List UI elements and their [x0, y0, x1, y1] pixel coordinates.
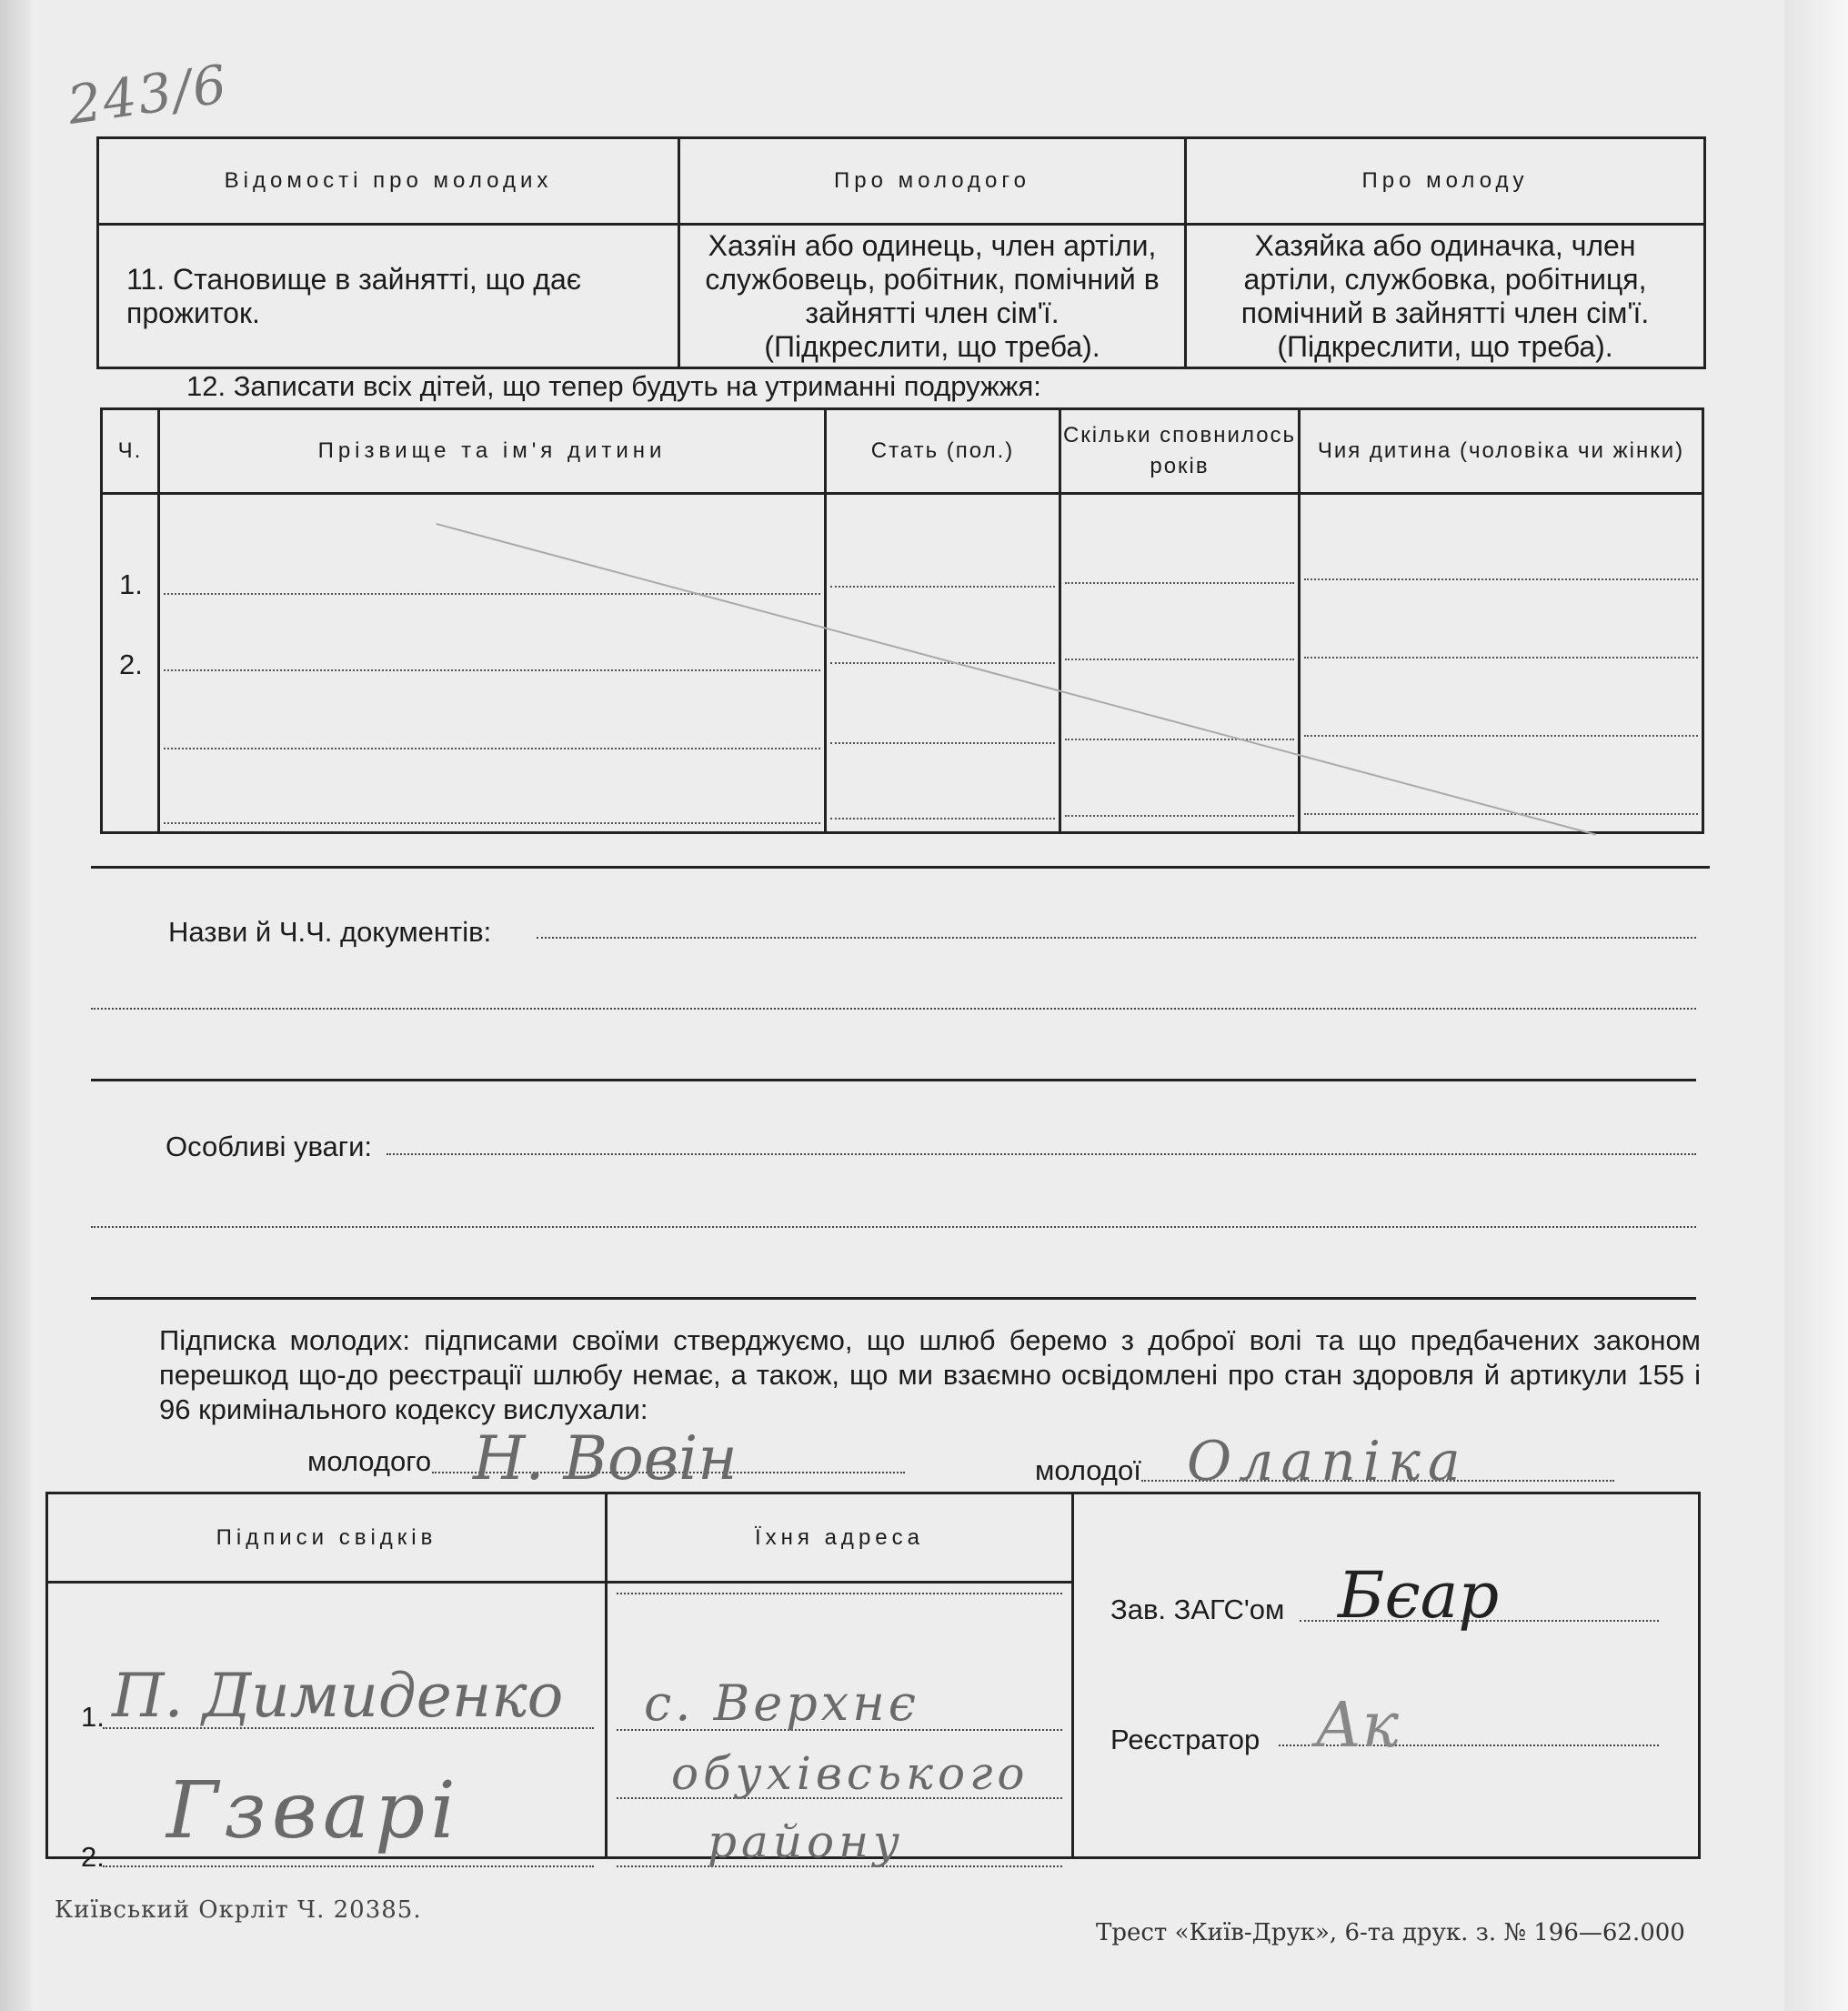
- address-line-1: с. Верхнє: [644, 1674, 920, 1732]
- witness-signatures-cell: [47, 1583, 607, 1873]
- sex-cell: [826, 494, 1060, 833]
- number-cell: [102, 494, 159, 833]
- documents-label: Назви й Ч.Ч. документів:: [168, 916, 492, 948]
- declaration: [159, 1323, 1701, 1427]
- documents-line-2[interactable]: [91, 1008, 1696, 1010]
- age-cell: [1060, 494, 1300, 833]
- marital-info-table: [96, 136, 1706, 369]
- col-number: Ч.: [102, 409, 159, 494]
- child-name-cell: [159, 494, 826, 833]
- whose-cell: [1300, 494, 1703, 833]
- groom-signature: Н. Вовін: [473, 1423, 738, 1493]
- groom-label: молодого: [307, 1445, 432, 1477]
- row-number-2: 2.: [119, 649, 143, 680]
- torn-edge: [1784, 0, 1848, 2011]
- declaration-text: підписами своїми стверджуємо, що шлюб беремо з доброї волі та що предбачених законом перешкод що-до реєстрації шлюбу немає, а також, що ми взаємно освідомлені про стан здоровля й артикули 155 і 96 кримінального кодексу вислухали:: [159, 1324, 1701, 1425]
- table-bottom-rule: [91, 866, 1710, 869]
- header-info: Відомості про молодих: [98, 138, 679, 225]
- declaration-label: Підписка молодих:: [159, 1324, 411, 1356]
- witness-addresses-cell: [607, 1583, 1073, 1868]
- witnesses-table: [45, 1492, 1701, 1873]
- header-witness-signatures: Підписи свідків: [47, 1493, 607, 1583]
- col-sex: Стать (пол.): [826, 409, 1060, 494]
- documents-line-1[interactable]: [537, 937, 1696, 939]
- address-line-3: району: [708, 1815, 905, 1868]
- header-groom: Про молодого: [679, 138, 1186, 225]
- header-bride: Про молоду: [1186, 138, 1705, 225]
- head-signature: Бєар: [1338, 1558, 1500, 1633]
- col-child-name: Прізвище та ім'я дитини: [159, 409, 826, 494]
- documents-rule: [91, 1079, 1696, 1081]
- col-whose-child: Чия дитина (чоловіка чи жінки): [1300, 409, 1703, 494]
- witness-2-line[interactable]: [103, 1865, 594, 1867]
- witness-row-2: 2.: [81, 1841, 105, 1873]
- col-age: Скільки сповнилось років: [1060, 409, 1300, 494]
- notes-rule: [91, 1297, 1696, 1300]
- row11-bride-note: (Підкреслити, що треба).: [1277, 329, 1613, 363]
- witness-1-signature: П. Димиденко: [112, 1661, 564, 1731]
- children-table: [100, 407, 1704, 834]
- row11-groom-options: Хазяїн або одинець, член артіли, службовець, робітник, помічний в зайнятті член сім'ї.: [705, 228, 1160, 329]
- registrar-label: Реєстратор: [1110, 1724, 1260, 1755]
- archive-number: 243/6: [64, 53, 233, 136]
- row11-label: 11. Становище в зайнятті, що дає прожиток.: [126, 262, 582, 329]
- row-number-1: 1.: [119, 568, 143, 600]
- row11-groom-note: (Підкреслити, що треба).: [764, 329, 1100, 363]
- notes-line-2[interactable]: [91, 1226, 1696, 1228]
- row11-bride-options: Хазяйка або одиначка, член артіли, службовка, робітниця, помічний в зайнятті член сім'ї.: [1240, 228, 1650, 329]
- witness-row-1: 1.: [81, 1701, 105, 1733]
- binding-edge: [0, 0, 31, 2011]
- officials-cell: [1073, 1493, 1700, 1858]
- bride-signature: Олапіка: [1187, 1430, 1468, 1493]
- bride-label: молодої: [1035, 1454, 1141, 1486]
- header-witness-addresses: Їхня адреса: [607, 1493, 1073, 1583]
- footer-left: Київський Окрліт Ч. 20385.: [55, 1896, 422, 1924]
- children-title: 12. Записати всіх дітей, що тепер будуть на утриманні подружжя:: [186, 370, 1041, 402]
- footer-right: Трест «Київ-Друк», 6-та друк. з. № 196—62.000: [1096, 1919, 1685, 1946]
- address-line-2: обухівського: [671, 1747, 1029, 1800]
- registrar-signature: Ак: [1315, 1690, 1400, 1762]
- notes-line-1[interactable]: [387, 1153, 1696, 1155]
- notes-label: Особливі уваги:: [166, 1131, 373, 1162]
- head-registrar-label: Зав. ЗАГС'ом: [1110, 1594, 1285, 1625]
- witness-2-signature: Гзварі: [166, 1765, 461, 1856]
